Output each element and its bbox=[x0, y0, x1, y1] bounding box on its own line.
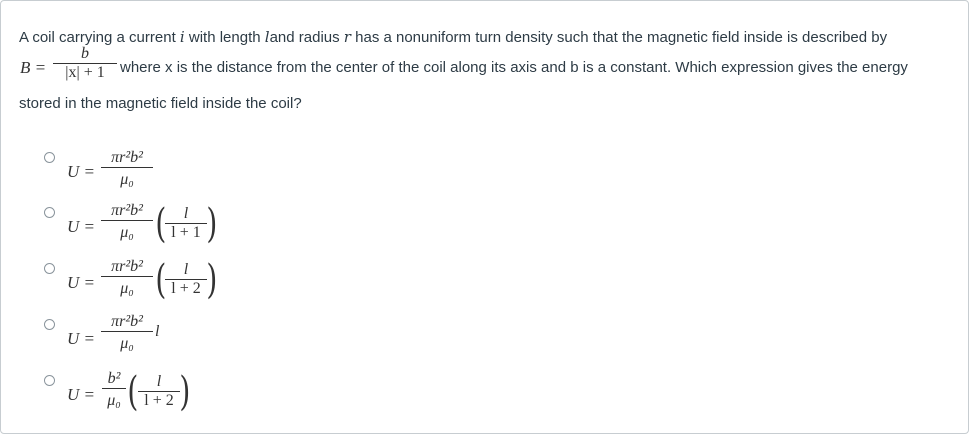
option-label: U = bbox=[67, 385, 95, 404]
option-numerator: πr²b² bbox=[111, 313, 143, 330]
option-label: U = bbox=[67, 329, 95, 348]
option-fraction bbox=[102, 370, 126, 410]
radio-button[interactable] bbox=[44, 263, 55, 274]
option-numerator: πr²b² bbox=[111, 149, 143, 166]
b-fraction bbox=[53, 45, 117, 82]
option-denominator: μ₀ bbox=[120, 171, 134, 188]
question-text-part: A coil carrying a current bbox=[19, 29, 180, 46]
right-paren: ) bbox=[206, 257, 218, 303]
option-denominator: μ₀ bbox=[120, 224, 134, 241]
left-paren: ( bbox=[155, 257, 167, 303]
option-fraction bbox=[101, 202, 153, 242]
question-text-part: with length bbox=[184, 29, 265, 46]
inner-denominator: l + 1 bbox=[171, 224, 201, 241]
option-numerator: πr²b² bbox=[111, 202, 143, 219]
inner-numerator: l bbox=[183, 261, 189, 278]
tail-l: l bbox=[155, 323, 160, 340]
radio-button[interactable] bbox=[44, 319, 55, 330]
b-numerator: b bbox=[81, 45, 89, 62]
right-paren: ) bbox=[179, 369, 191, 415]
radio-button[interactable] bbox=[44, 152, 55, 163]
option-denominator: μ₀ bbox=[120, 335, 134, 352]
var-l: l bbox=[264, 28, 270, 46]
inner-denominator: l + 2 bbox=[171, 280, 201, 297]
question-text-part: has a nonuniform turn density such that the magnetic field inside is described by bbox=[350, 29, 888, 46]
left-paren: ( bbox=[155, 201, 167, 247]
left-paren: ( bbox=[127, 369, 139, 415]
inner-fraction bbox=[165, 205, 207, 242]
where-text: where x is the distance from the center of the coil along its axis and b is a constant. Which expression gives the energy bbox=[120, 59, 908, 76]
var-i: i bbox=[179, 28, 185, 46]
option-fraction bbox=[101, 313, 153, 353]
option-numerator: πr²b² bbox=[111, 258, 143, 275]
question-line-1 bbox=[19, 27, 887, 48]
option-fraction bbox=[101, 258, 153, 298]
b-denominator: |x| + 1 bbox=[65, 64, 105, 81]
option-label: U = bbox=[67, 217, 95, 236]
option-label: U = bbox=[67, 162, 95, 181]
inner-numerator: l bbox=[156, 373, 162, 390]
option-numerator: b² bbox=[107, 370, 121, 387]
option-denominator: μ₀ bbox=[120, 280, 134, 297]
radio-button[interactable] bbox=[44, 207, 55, 218]
right-paren: ) bbox=[206, 201, 218, 247]
inner-fraction bbox=[138, 373, 180, 410]
inner-denominator: l + 2 bbox=[144, 392, 174, 409]
inner-fraction bbox=[165, 261, 207, 298]
b-label: B = bbox=[20, 58, 47, 77]
question-line-3: stored in the magnetic field inside the coil? bbox=[19, 95, 302, 112]
option-denominator: μ₀ bbox=[107, 392, 121, 409]
option-fraction bbox=[101, 149, 153, 189]
radio-button[interactable] bbox=[44, 375, 55, 386]
inner-numerator: l bbox=[183, 205, 189, 222]
option-label: U = bbox=[67, 273, 95, 292]
var-r: r bbox=[343, 28, 351, 46]
question-text-part: and radius bbox=[269, 29, 344, 46]
